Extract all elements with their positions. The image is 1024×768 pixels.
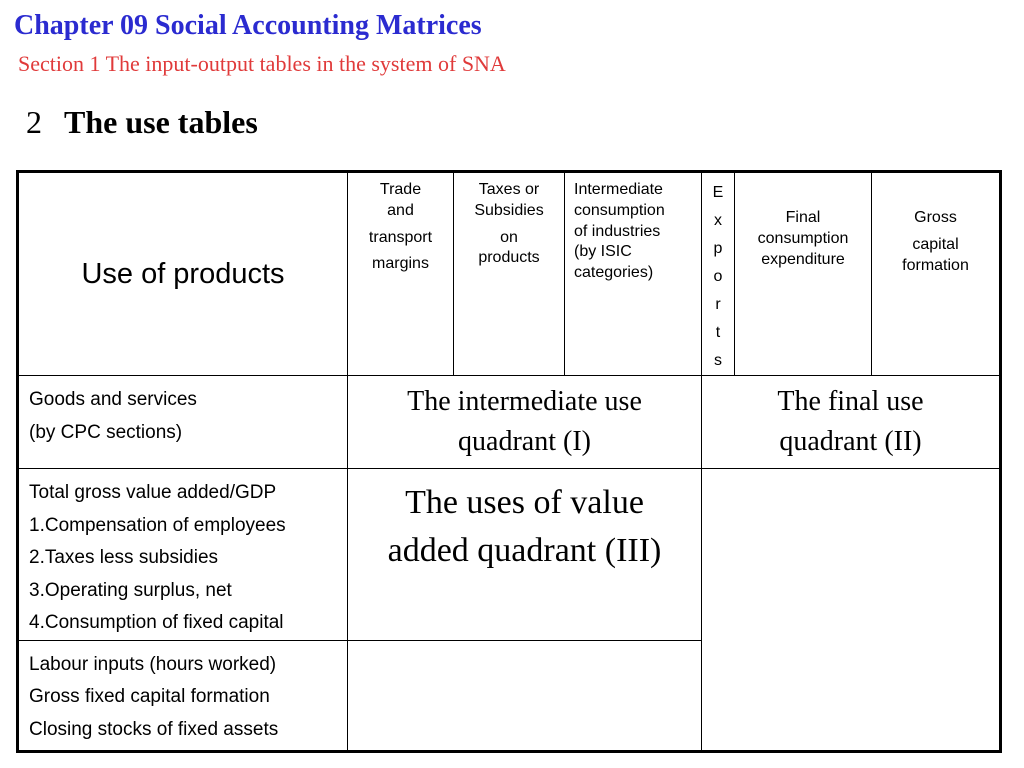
row-label-line: (by CPC sections) [29,421,183,443]
value-added-quadrant [348,469,702,641]
row-label-value-added [18,469,348,641]
header-line: transport [368,228,433,246]
row-label-labour [18,640,348,751]
intermediate-use-quadrant [348,376,702,469]
slide-heading [26,104,258,141]
col-trade-transport-margins [348,172,454,376]
final-use-quadrant [702,376,1001,469]
row-goods-services [18,376,1001,469]
empty-labour-cell [348,640,702,751]
row-label-line: Closing stocks of fixed assets [29,718,279,740]
section-title: Section 1 The input-output tables in the system of SNA [18,51,506,76]
header-line: Intermediate [574,181,663,198]
col-intermediate-consumption [565,172,702,376]
header-row [18,172,1001,376]
row-label-line: 3.Operating surplus, net [29,579,232,601]
exports-letter: s [714,352,722,369]
col-final-consumption [735,172,872,376]
row-label-goods [18,376,348,469]
header-line: formation [902,256,969,274]
use-table [16,170,1002,753]
header-line: margins [372,255,429,273]
empty-lower-right [702,469,1001,752]
exports-letter: x [714,212,722,229]
col-exports [702,172,735,376]
quadrant-line: added quadrant (III) [387,532,662,569]
col-taxes-subsidies [454,172,565,376]
quadrant-line: quadrant (I) [458,426,591,457]
row-label-line: 2.Taxes less subsidies [29,547,219,568]
row-label-line: Gross fixed capital formation [29,686,270,707]
header-line: Taxes or [478,181,540,198]
row-label-line: Total gross value added/GDP [29,482,277,503]
header-line: products [478,249,540,267]
row-value-added [18,469,1001,641]
row-label-line: Goods and services [29,389,197,410]
row-label-line: 4.Consumption of fixed capital [29,612,284,633]
header-line: consumption [757,229,849,247]
header-line: consumption [574,201,665,219]
row-label-line: Labour inputs (hours worked) [29,653,277,675]
header-line: Gross [914,209,957,226]
exports-letter: p [713,240,723,257]
header-line: (by ISIC [574,243,632,261]
exports-letter: t [715,324,721,341]
exports-letter: E [712,184,724,201]
quadrant-line: The uses of value [405,484,644,521]
header-line: expenditure [761,250,845,268]
heading-number: 2 [26,104,42,140]
header-line: capital [912,235,959,253]
header-line: Final [785,209,821,226]
chapter-title: Chapter 09 Social Accounting Matrices [14,10,482,41]
quadrant-line: The intermediate use [407,386,642,417]
row-label-line: 1.Compensation of employees [29,514,286,536]
col-gross-capital-formation [872,172,1001,376]
header-line: categories) [574,264,654,282]
header-line: Trade [379,181,422,198]
quadrant-line: quadrant (II) [779,426,922,457]
heading-text: The use tables [64,104,258,140]
header-line: Subsidies [474,201,544,219]
corner-cell: Use of products [18,172,348,376]
quadrant-line: The final use [777,386,924,417]
header-line: and [387,201,414,219]
header-line: on [500,228,518,246]
exports-letter: r [715,296,721,313]
header-line: of industries [574,222,661,240]
exports-letter: o [713,268,723,285]
